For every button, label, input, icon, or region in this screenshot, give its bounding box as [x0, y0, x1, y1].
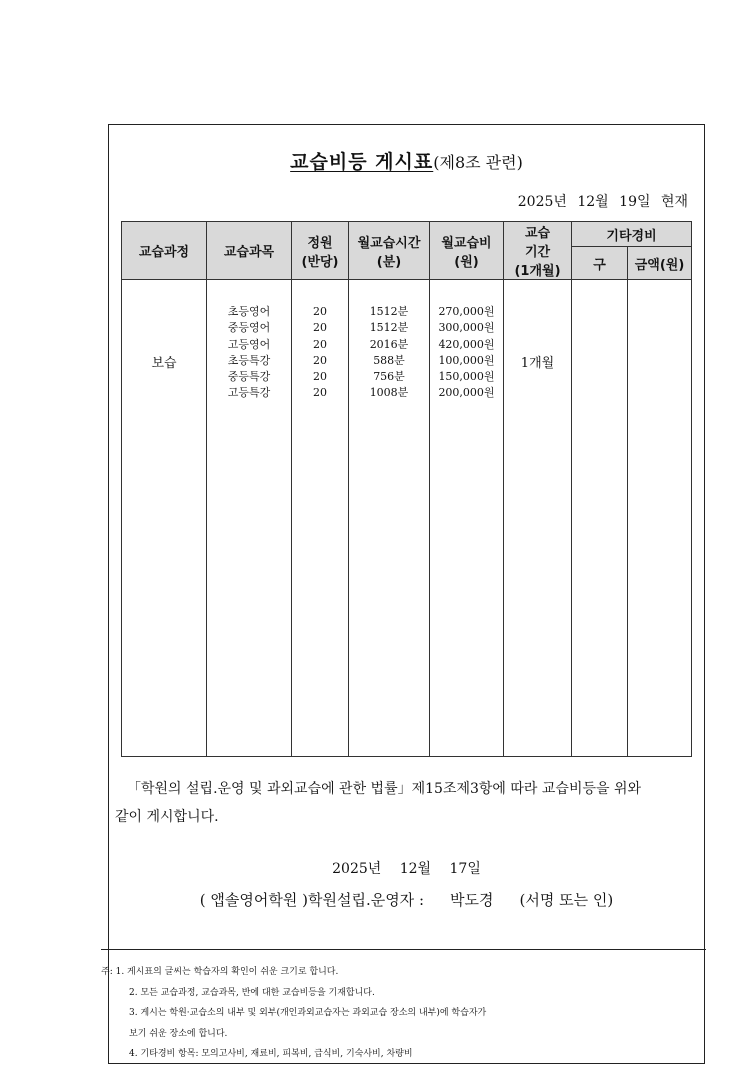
- sign-date: 2025년 12월 17일: [332, 861, 481, 877]
- minutes-item: 1512분: [369, 305, 409, 318]
- subject-item: 고등영어: [227, 337, 271, 351]
- fee-notice-frame: [101, 124, 705, 1064]
- subject-item: 고등특강: [227, 386, 271, 400]
- other-item-cell: [572, 280, 628, 757]
- header-monthly-fee-label: 월교습비: [441, 235, 492, 251]
- period-value: 1개월: [520, 356, 555, 371]
- fee-cell: [430, 280, 504, 757]
- fee-item: 100,000원: [438, 353, 495, 367]
- operator-name: 박도경: [450, 891, 494, 909]
- course-name: 보습: [151, 356, 177, 371]
- capacity-item: 20: [313, 353, 327, 367]
- capacity-item: 20: [313, 337, 327, 351]
- subject-item: 중등특강: [227, 370, 271, 384]
- footnotes: [101, 949, 706, 1065]
- subject-item: 중등영어: [227, 321, 271, 335]
- minutes-item: 1512분: [369, 321, 409, 335]
- header-period-label-2: 기간: [524, 245, 551, 260]
- minutes-item: 588분: [373, 353, 405, 367]
- subject-cell: [207, 280, 292, 757]
- capacity-cell: [292, 280, 349, 757]
- subject-item: 초등특강: [227, 353, 271, 367]
- header-monthly-fee-unit: (원): [454, 254, 479, 270]
- header-monthly-hours-unit: (분): [376, 254, 402, 270]
- footnote-3-cont: 보기 쉬운 장소에 합니다.: [129, 1028, 228, 1039]
- period-cell: [504, 280, 572, 757]
- header-monthly-hours-label: 월교습시간: [357, 235, 421, 251]
- title-main: 교습비등 게시표: [290, 151, 434, 173]
- current-date: 2025년 12월 19일 현재: [517, 194, 688, 210]
- capacity-item: 20: [313, 321, 327, 335]
- document-title: [109, 147, 704, 174]
- minutes-item: 1008분: [369, 386, 409, 400]
- signature-line: [109, 889, 704, 910]
- minutes-item: 2016분: [369, 337, 409, 351]
- notice-line-2: 같이 게시합니다.: [115, 809, 219, 825]
- course-cell: [122, 280, 207, 757]
- signature-note: (서명 또는 인): [519, 891, 614, 909]
- footnote-4: 4. 기타경비 항목: 모의고사비, 재료비, 피복비, 급식비, 기숙사비, 차량비: [129, 1049, 413, 1059]
- header-other-costs: 기타경비: [572, 222, 692, 247]
- header-subject: 교습과목: [207, 222, 292, 280]
- other-amount-cell: [628, 280, 692, 757]
- header-period-label-3: (1개월): [514, 264, 561, 279]
- header-monthly-fee: [430, 222, 504, 280]
- header-period: [504, 222, 572, 280]
- fee-item: 200,000원: [438, 386, 495, 400]
- header-period-label: 교습: [524, 226, 551, 241]
- fee-item: 300,000원: [438, 321, 495, 335]
- fee-item: 420,000원: [438, 337, 495, 351]
- minutes-item: 756분: [373, 370, 405, 384]
- footnote-1: 주: 1. 게시표의 글씨는 학습자의 확인이 쉬운 크기로 합니다.: [101, 967, 339, 977]
- title-sub: (제8조 관련): [433, 153, 523, 172]
- minutes-cell: [349, 280, 430, 757]
- header-other-item: 구: [572, 247, 628, 280]
- fee-table: [121, 221, 692, 757]
- subject-item: 초등영어: [227, 305, 271, 318]
- header-capacity-label: 정원: [307, 235, 333, 251]
- notice-line-1: 「학원의 설립.운영 및 과외교습에 관한 법률」제15조제3항에 따라 교습비등을 위와: [127, 781, 642, 797]
- capacity-item: 20: [313, 386, 327, 400]
- capacity-item: 20: [313, 305, 327, 318]
- footnote-3: 3. 게시는 학원·교습소의 내부 및 외부(개인과외교습자는 과외교습 장소의 내부)에 학습자가: [129, 1008, 487, 1018]
- header-monthly-hours: [349, 222, 430, 280]
- header-capacity: [292, 222, 349, 280]
- fee-item: 150,000원: [438, 370, 495, 384]
- academy-name: ( 앱솔영어학원 )학원설립.운영자 :: [199, 891, 424, 909]
- notice-text: [115, 775, 692, 831]
- header-other-amount: 금액(원): [628, 247, 692, 280]
- fee-item: 270,000원: [438, 305, 495, 318]
- header-capacity-sub: (반당): [301, 254, 339, 270]
- footnote-2: 2. 모든 교습과정, 교습과목, 반에 대한 교습비등을 기재합니다.: [129, 987, 375, 998]
- header-course: 교습과정: [122, 222, 207, 280]
- capacity-item: 20: [313, 370, 327, 384]
